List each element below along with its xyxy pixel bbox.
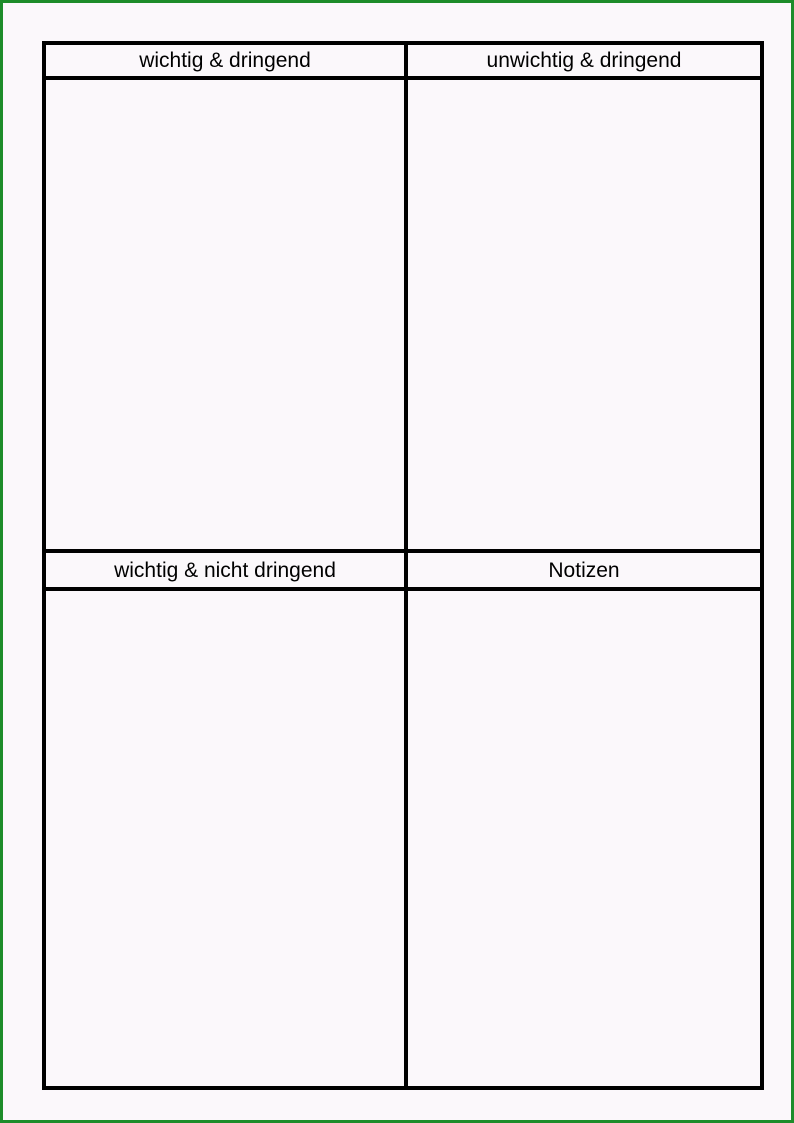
quadrant-body-important-not-urgent[interactable] [46, 591, 404, 1086]
grid-line-right [760, 41, 764, 1090]
quadrant-title-unimportant-urgent: unwichtig & dringend [486, 49, 682, 72]
quadrant-body-unimportant-urgent[interactable] [408, 80, 760, 549]
quadrant-body-notes[interactable] [408, 591, 760, 1086]
grid-line-bottom [42, 1086, 764, 1090]
priority-matrix-grid [42, 41, 764, 1090]
quadrant-title-notes: Notizen [548, 558, 620, 582]
quadrant-body-important-urgent[interactable] [46, 80, 404, 549]
quadrant-title-important-not-urgent: wichtig & nicht dringend [114, 558, 336, 582]
quadrant-title-important-urgent: wichtig & dringend [139, 49, 311, 72]
